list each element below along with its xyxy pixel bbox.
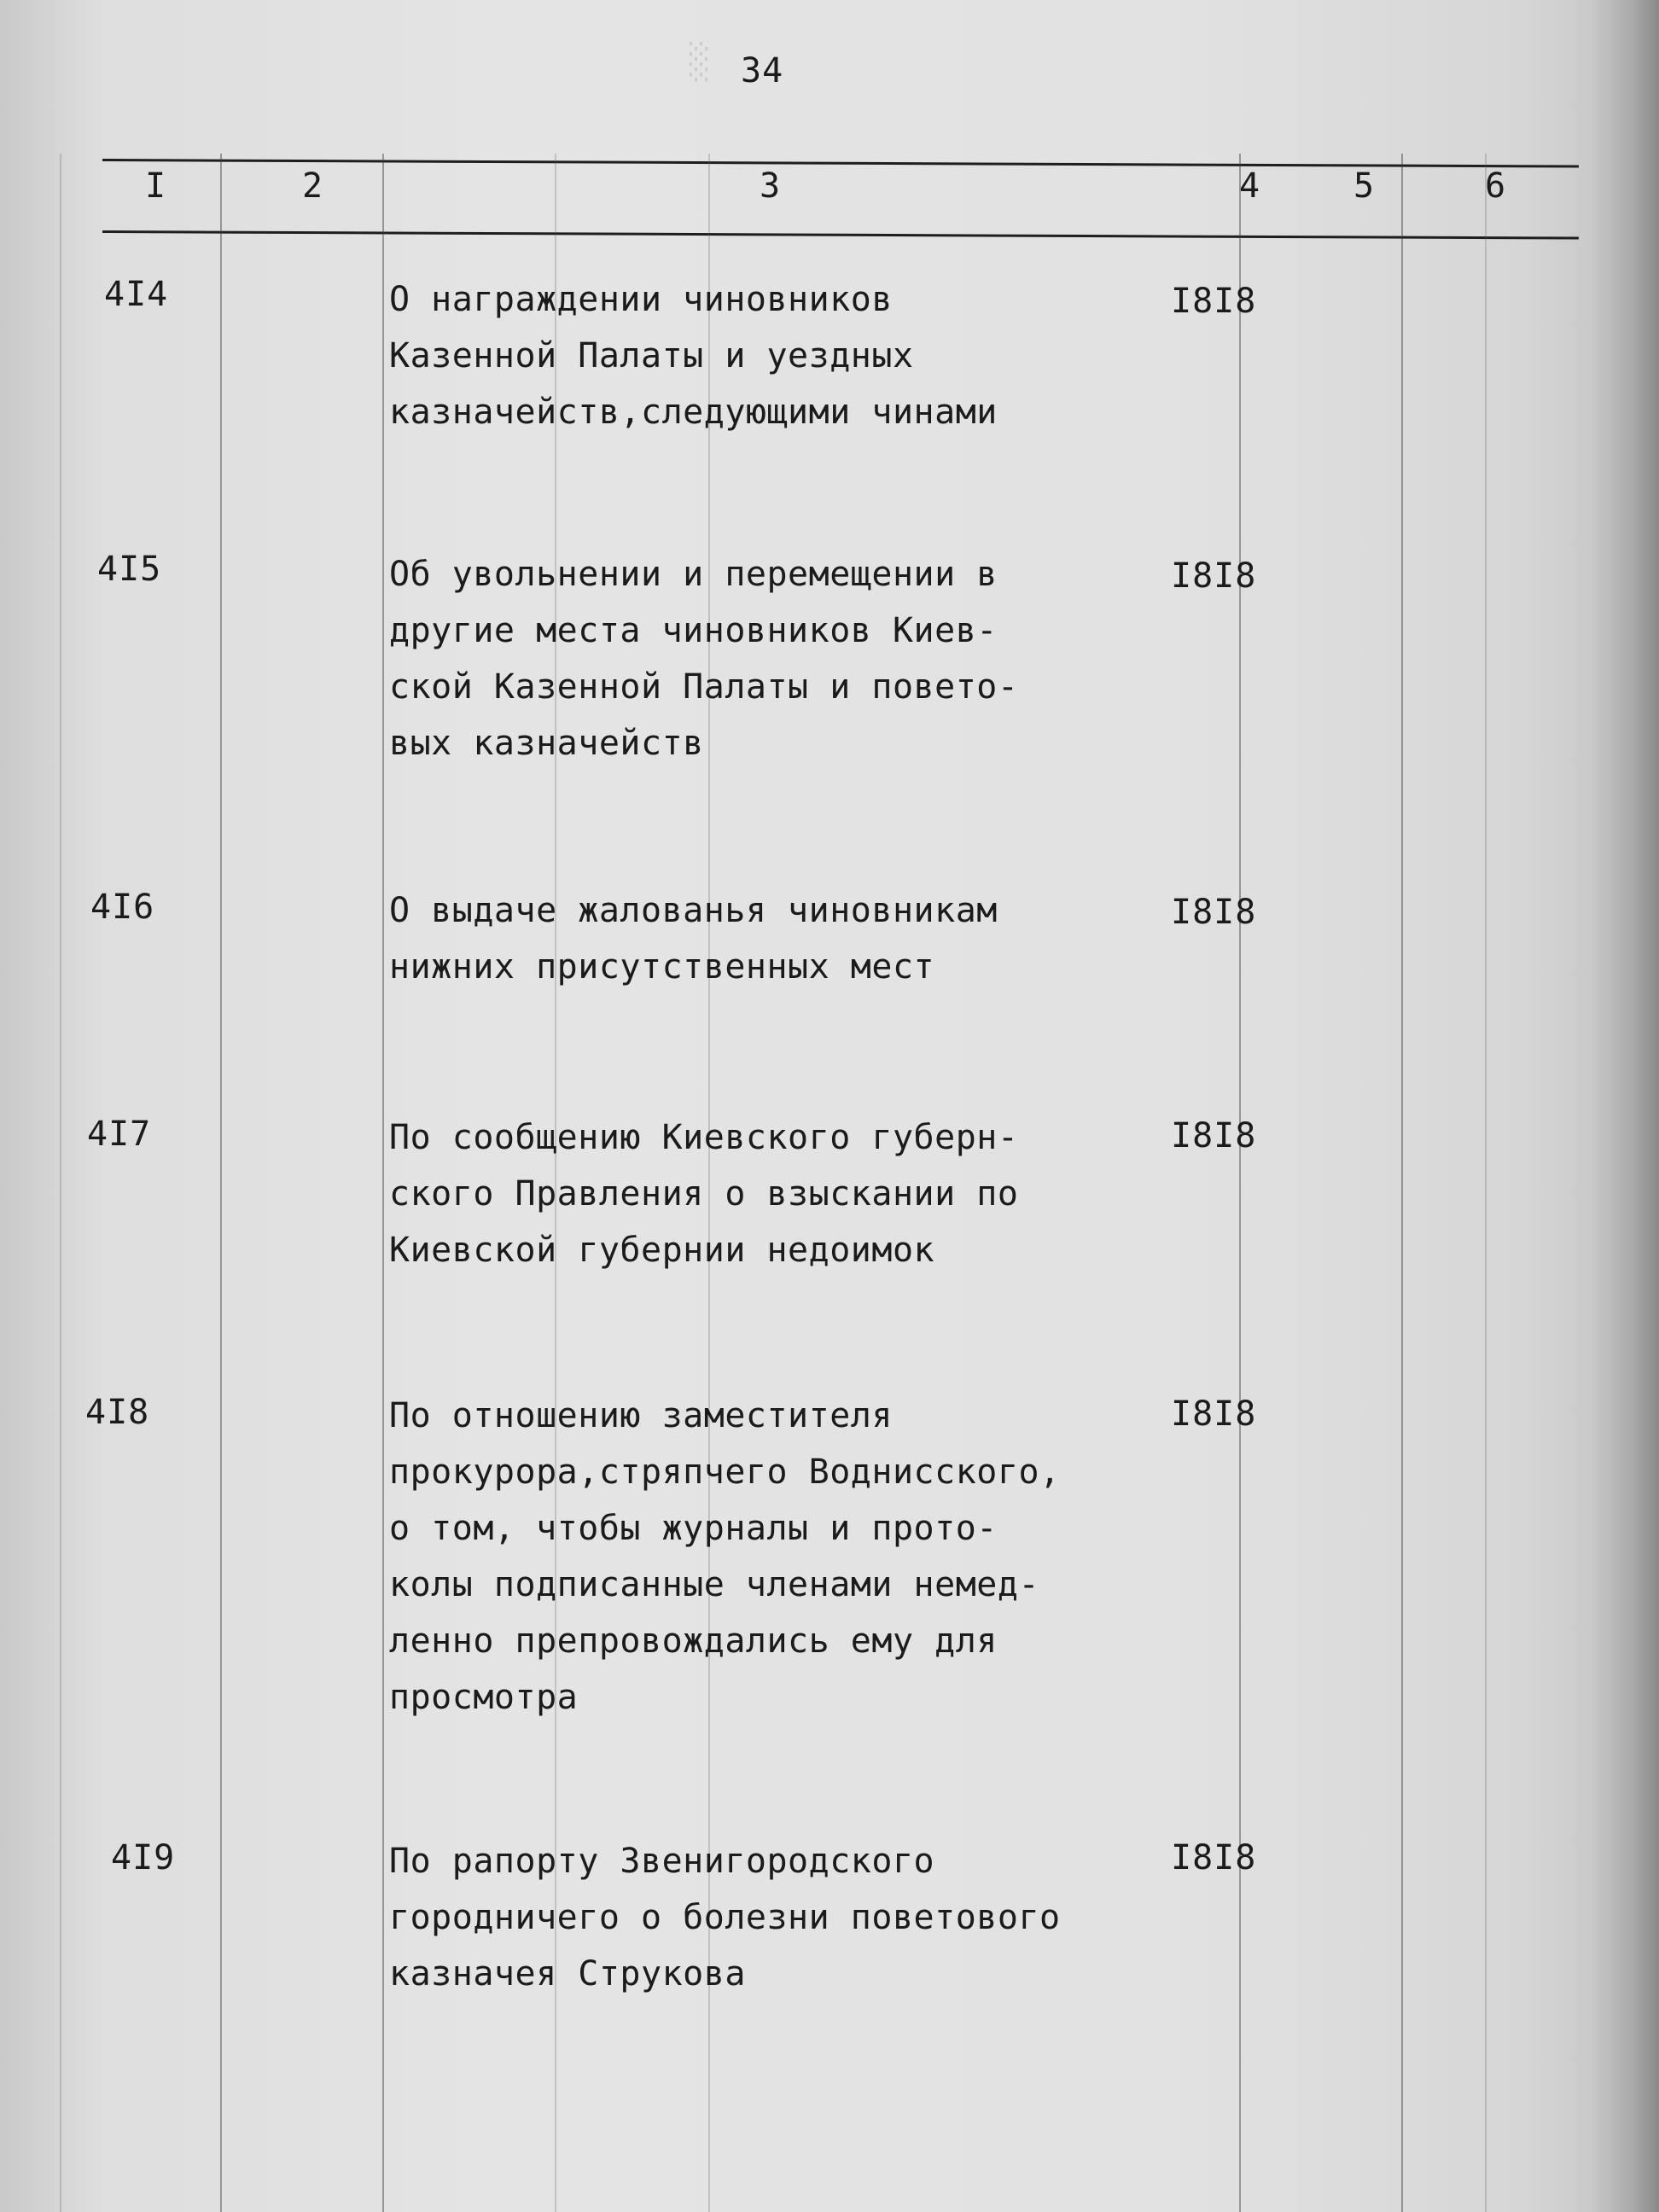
file-title: Об увольнении и перемещении в другие места чиновников Киев- ской Казенной Палаты и повето- вых казначейств (389, 555, 1019, 763)
page-edge-shadow (1591, 0, 1659, 2212)
column-heading-1: I (145, 166, 166, 206)
file-title: По сообщению Киевского губерн- ского Правления о взыскании по Киевской губернии недоимок (389, 1118, 1019, 1270)
file-year: I8I8 (1171, 1838, 1257, 1877)
column-heading-6: 6 (1485, 166, 1506, 206)
file-title: По рапорту Звенигородского городничего о болезни поветового казначея Струкова (389, 1842, 1061, 1994)
table-header-bottom-rule (102, 230, 1579, 240)
file-year: I8I8 (1171, 1116, 1257, 1155)
file-title: О награждении чиновников Казенной Палаты и уездных казначейств,следующими чинами (389, 280, 998, 432)
file-title: О выдаче жалованья чиновникам нижних присутственных мест (389, 891, 998, 987)
column-heading-3: 3 (760, 166, 781, 206)
page-number: 34 (741, 51, 784, 90)
column-divider (1401, 154, 1403, 2212)
file-number: 4I8 (85, 1393, 150, 1432)
file-title: По отношению заместителя прокурора,стряпчего Воднисского, о том, чтобы журналы и прото- колы подписанные членами немед- ленно препровождались ему для просмотра (389, 1396, 1061, 1717)
file-number: 4I7 (87, 1115, 152, 1154)
file-year: I8I8 (1171, 1394, 1257, 1434)
bleed-through-mark: ░ (690, 43, 711, 82)
file-number: 4I4 (104, 275, 169, 314)
column-divider (60, 154, 61, 2212)
column-divider (220, 154, 222, 2212)
column-heading-4: 4 (1239, 166, 1260, 206)
column-heading-5: 5 (1353, 166, 1375, 206)
file-year: I8I8 (1171, 556, 1257, 596)
column-divider (1239, 154, 1241, 2212)
file-year: I8I8 (1171, 282, 1257, 321)
file-year: I8I8 (1171, 893, 1257, 932)
column-divider (382, 154, 384, 2212)
file-number: 4I5 (97, 550, 162, 589)
column-divider (1485, 154, 1487, 2212)
file-number: 4I6 (90, 888, 155, 927)
column-heading-2: 2 (302, 166, 323, 206)
file-number: 4I9 (111, 1838, 176, 1877)
